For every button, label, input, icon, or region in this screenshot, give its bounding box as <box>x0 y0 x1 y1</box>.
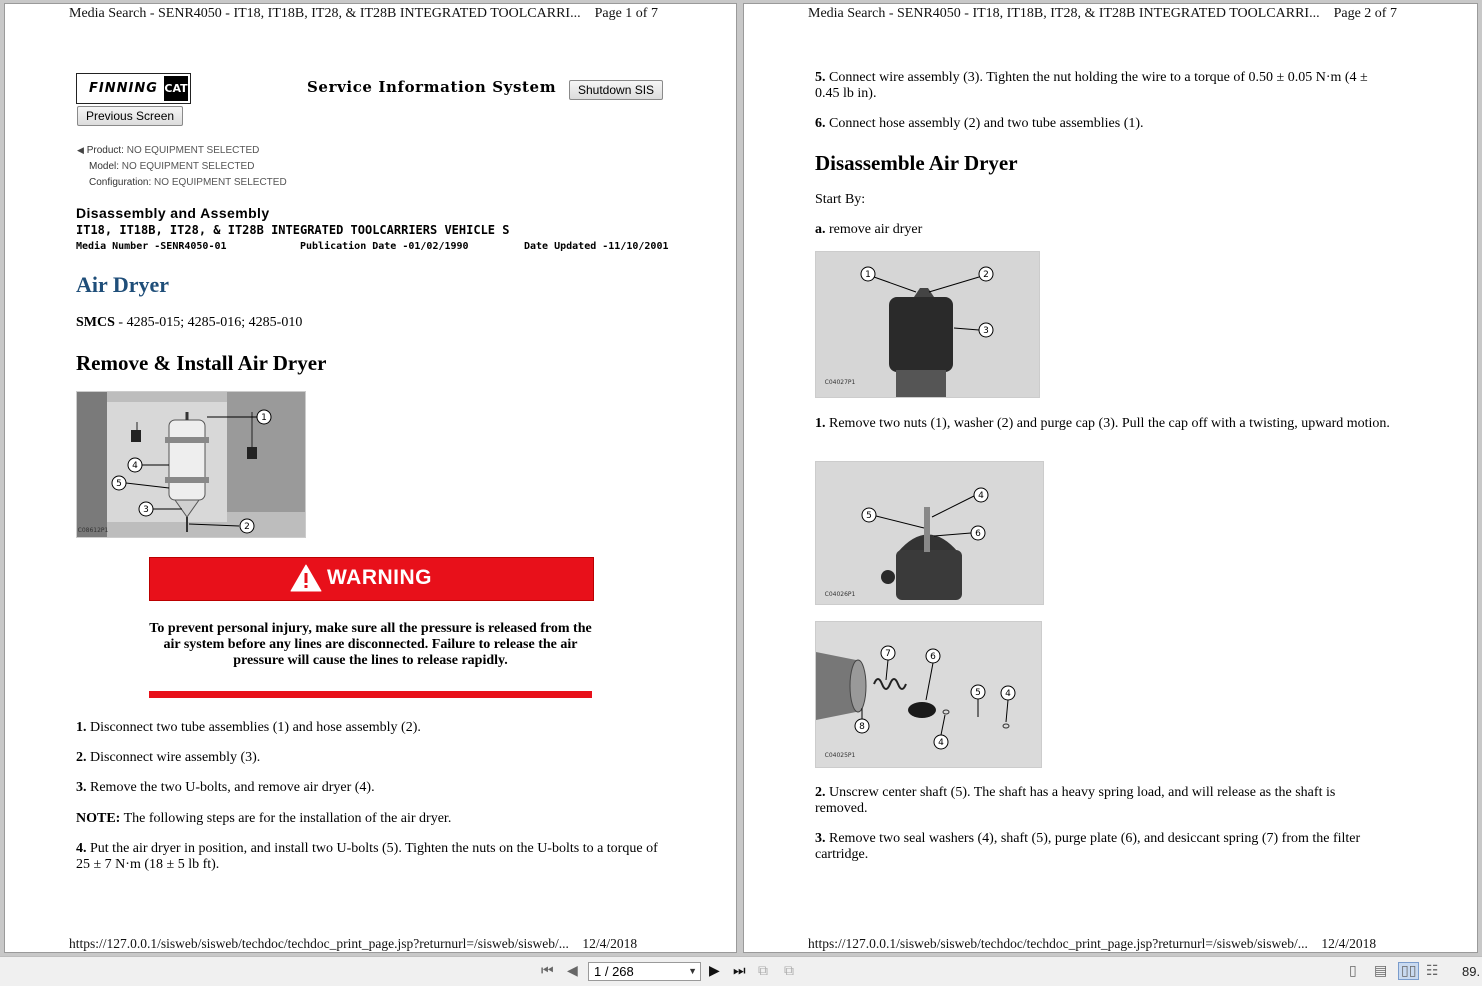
svg-text:C04025P1: C04025P1 <box>824 752 856 759</box>
step-6: 6. Connect hose assembly (2) and two tube assemblies (1). <box>815 116 1144 131</box>
rotate-back-icon[interactable]: ⧉ <box>784 963 794 979</box>
first-page-icon[interactable]: ⏮ <box>541 963 554 979</box>
date-updated: Date Updated -11/10/2001 <box>524 241 669 252</box>
next-page-icon[interactable]: ▶ <box>709 963 720 979</box>
configuration-info: Configuration: NO EQUIPMENT SELECTED <box>89 177 287 188</box>
svg-text:C04027P1: C04027P1 <box>824 379 856 386</box>
warning-label: WARNING <box>327 566 432 589</box>
disassemble-step-3: 3. Remove two seal washers (4), shaft (5), purge plate (6), and desiccant spring (7) from the filter cartridge. <box>815 831 1361 862</box>
figure-exploded-parts <box>815 621 1042 768</box>
page-number-select[interactable]: 1 / 268 ▼ <box>588 962 701 981</box>
warning-bottom-bar <box>149 691 592 698</box>
step-5: 5. Connect wire assembly (3). Tighten the nut holding the wire to a torque of 0.50 ± 0.05 N·m (4 ± 0.45 lb in). <box>815 70 1368 101</box>
svg-text:2: 2 <box>244 522 250 532</box>
figure-purge-cap <box>815 251 1040 398</box>
step-3: 3. Remove the two U-bolts, and remove air dryer (4). <box>76 780 375 795</box>
publication-date: Publication Date -01/02/1990 <box>300 241 469 252</box>
start-by-item-a: a. remove air dryer <box>815 222 923 237</box>
two-page-view-icon[interactable]: ▯▯ <box>1398 962 1419 980</box>
topic-title: Air Dryer <box>76 272 170 297</box>
document-page-2 <box>744 4 1477 952</box>
svg-text:5: 5 <box>116 479 122 489</box>
warning-banner <box>149 557 594 601</box>
svg-text:3: 3 <box>143 505 149 515</box>
header-page-number: Page 1 of 7 <box>594 6 658 21</box>
document-subtitle: IT18, IT18B, IT28, & IT28B INTEGRATED TOOLCARRIERS VEHICLE S <box>76 223 510 237</box>
warning-triangle-icon <box>290 563 322 593</box>
svg-text:6: 6 <box>975 529 981 539</box>
page-footer <box>69 936 637 952</box>
collapse-arrow-icon[interactable]: ◀ <box>77 145 84 155</box>
svg-text:C04026P1: C04026P1 <box>824 591 856 598</box>
page-footer <box>808 936 1376 952</box>
page-header <box>808 6 1397 22</box>
step-2: 2. Disconnect wire assembly (3). <box>76 750 261 765</box>
continuous-view-icon[interactable]: ▤ <box>1374 963 1388 979</box>
sis-title: Service Information System <box>307 78 557 96</box>
model-info: Model: NO EQUIPMENT SELECTED <box>89 161 255 172</box>
svg-text:7: 7 <box>885 649 891 659</box>
chevron-down-icon: ▼ <box>688 966 697 976</box>
shutdown-sis-button[interactable]: Shutdown SIS <box>569 80 663 100</box>
footer-date: 12/4/2018 <box>1321 936 1377 951</box>
zoom-level[interactable]: 89. <box>1462 964 1481 979</box>
step-1: 1. Disconnect two tube assemblies (1) and hose assembly (2). <box>76 720 421 735</box>
figure-center-shaft <box>815 461 1044 605</box>
two-page-continuous-icon[interactable]: ☷ <box>1426 963 1439 979</box>
footer-date: 12/4/2018 <box>582 936 638 951</box>
svg-text:4: 4 <box>132 461 138 471</box>
svg-text:2: 2 <box>983 270 989 280</box>
rotate-icon[interactable]: ⧉ <box>758 963 768 979</box>
svg-text:1: 1 <box>865 270 871 280</box>
note: NOTE: The following steps are for the installation of the air dryer. <box>76 811 452 826</box>
svg-text:1: 1 <box>261 413 267 423</box>
media-number: Media Number -SENR4050-01 <box>76 241 227 252</box>
page-header <box>69 6 658 22</box>
finning-cat-logo <box>76 73 191 104</box>
viewer-toolbar <box>0 956 1482 986</box>
svg-text:4: 4 <box>978 491 984 501</box>
product-info: ◀ Product: NO EQUIPMENT SELECTED <box>77 145 260 156</box>
svg-text:5: 5 <box>975 688 981 698</box>
start-by: Start By: <box>815 192 866 207</box>
cat-badge: CAT <box>164 76 188 101</box>
section-title: Disassembly and Assembly <box>76 205 270 221</box>
step-4: 4. Put the air dryer in position, and install two U-bolts (5). Tighten the nuts on the U-bolts to a torque of 25 ± 7 N·m (18 ± 5 lb ft). <box>76 841 658 872</box>
last-page-icon[interactable]: ⏭ <box>733 963 746 979</box>
document-page-1 <box>5 4 736 952</box>
previous-screen-button[interactable]: Previous Screen <box>77 106 183 126</box>
warning-text: To prevent personal injury, make sure all the pressure is released from the air system before any lines are disconnected. Failure to release the air pressure will cause the lines to release rapidly. <box>149 621 592 668</box>
prev-page-icon[interactable]: ◀ <box>567 963 578 979</box>
footer-url: https://127.0.0.1/sisweb/sisweb/techdoc/techdoc_print_page.jsp?returnurl=/sisweb/sisweb/... <box>69 936 569 951</box>
footer-url: https://127.0.0.1/sisweb/sisweb/techdoc/techdoc_print_page.jsp?returnurl=/sisweb/sisweb/... <box>808 936 1308 951</box>
header-title: Media Search - SENR4050 - IT18, IT18B, IT28, & IT28B INTEGRATED TOOLCARRI... <box>808 6 1320 21</box>
svg-text:3: 3 <box>983 326 989 336</box>
remove-install-heading: Remove & Install Air Dryer <box>76 351 327 375</box>
svg-text:C08612P1: C08612P1 <box>77 527 109 534</box>
disassemble-step-2: 2. Unscrew center shaft (5). The shaft has a heavy spring load, and will release as the shaft is removed. <box>815 785 1336 816</box>
svg-text:8: 8 <box>859 722 865 732</box>
single-page-view-icon[interactable]: ▯ <box>1349 963 1357 979</box>
logo-text: FINNING <box>89 81 158 96</box>
svg-text:6: 6 <box>930 652 936 662</box>
svg-text:5: 5 <box>866 511 872 521</box>
disassemble-heading: Disassemble Air Dryer <box>815 151 1018 175</box>
svg-text:4: 4 <box>1005 689 1011 699</box>
smcs-line: SMCS - 4285-015; 4285-016; 4285-010 <box>76 315 303 330</box>
header-page-number: Page 2 of 7 <box>1333 6 1397 21</box>
header-title: Media Search - SENR4050 - IT18, IT18B, IT28, & IT28B INTEGRATED TOOLCARRI... <box>69 6 581 21</box>
figure-air-dryer-mounted <box>76 391 306 538</box>
svg-text:4: 4 <box>938 738 944 748</box>
disassemble-step-1: 1. Remove two nuts (1), washer (2) and purge cap (3). Pull the cap off with a twisting, upward motion. <box>815 416 1390 431</box>
